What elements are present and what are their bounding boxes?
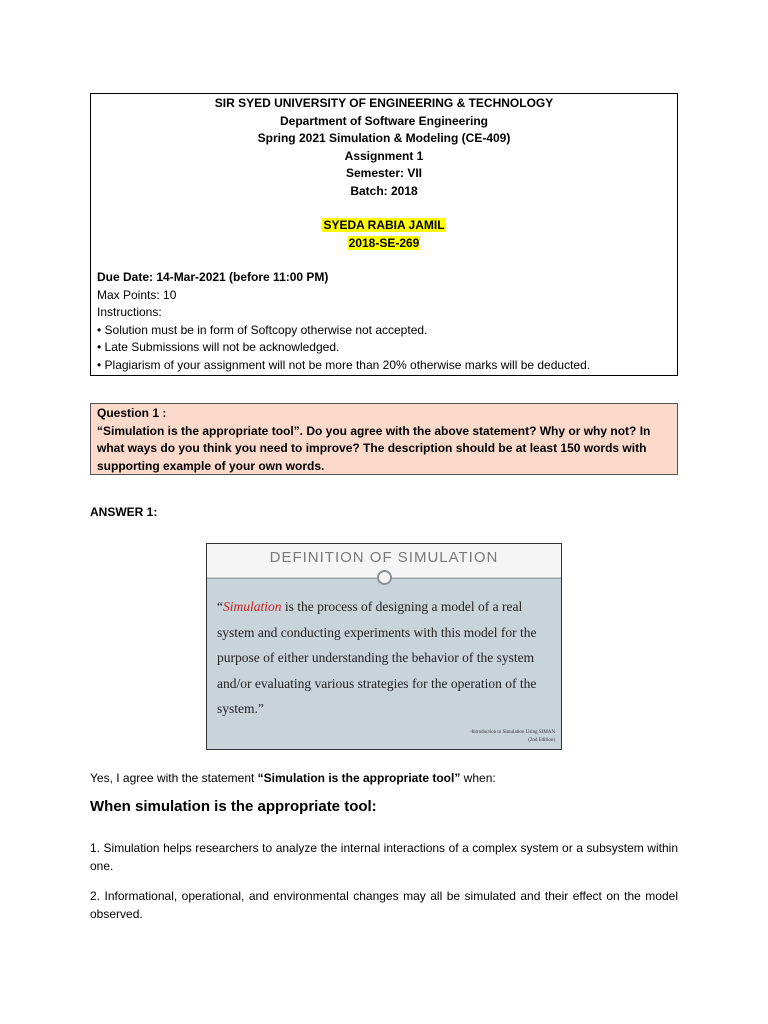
quote-body: is the process of designing a model of a real system and conducting experiments with this model for the purpose of either understanding the behavior of the system and/or evaluating various strategies for the operation of the system.” xyxy=(217,599,537,716)
agree-statement: “Simulation is the appropriate tool” xyxy=(257,771,461,785)
header-title-block xyxy=(91,94,677,252)
point-paragraph: 2. Informational, operational, and environmental changes may all be simulated and their effect on the model observed. xyxy=(90,889,678,921)
quote-term: Simulation xyxy=(223,599,282,614)
point-paragraph: 1. Simulation helps researchers to analyze the internal interactions of a complex system or a subsystem within one. xyxy=(90,841,678,873)
section-heading: When simulation is the appropriate tool: xyxy=(90,798,377,815)
instruction-item: • Solution must be in form of Softcopy otherwise not accepted. xyxy=(97,322,428,337)
circle-ornament-icon xyxy=(377,570,392,585)
slide-title: DEFINITION OF SIMULATION xyxy=(269,549,499,566)
instruction-item: • Late Submissions will not be acknowledged. xyxy=(97,340,340,354)
semester: Semester: VII xyxy=(345,166,423,180)
question-label: Question 1 : xyxy=(97,406,167,420)
slide-definition-quote xyxy=(217,594,547,722)
citation-line: (2nd Edition) xyxy=(528,738,555,743)
agree-prefix: Yes, I agree with the statement xyxy=(90,771,258,785)
instruction-item: • Plagiarism of your assignment will not be more than 20% otherwise marks will be deducted. xyxy=(97,357,591,372)
university-name: SIR SYED UNIVERSITY OF ENGINEERING & TECHNOLOGY xyxy=(214,96,554,110)
student-id: 2018-SE-269 xyxy=(348,235,420,250)
student-id-line xyxy=(91,235,677,253)
quote-open-mark: “ xyxy=(217,599,223,614)
question-text: “Simulation is the appropriate tool”. Do you agree with the above statement? Why or why not? In what ways do you think you need to improve? The description should be at least 150 words with supporting example of your own words. xyxy=(97,423,651,473)
assignment-header-box xyxy=(90,93,678,376)
batch: Batch: 2018 xyxy=(350,183,418,198)
assignment-details xyxy=(91,269,677,374)
assignment-number: Assignment 1 xyxy=(344,148,424,163)
slide-citation xyxy=(470,729,555,745)
agree-statement-paragraph xyxy=(90,770,678,788)
due-date: Due Date: 14-Mar-2021 (before 11:00 PM) xyxy=(97,270,329,284)
question-box xyxy=(90,403,678,475)
student-name-line xyxy=(91,217,677,235)
answer-heading: ANSWER 1: xyxy=(90,505,158,519)
course-title: Spring 2021 Simulation & Modeling (CE-409) xyxy=(257,131,511,145)
agree-suffix: when: xyxy=(460,771,496,785)
max-points: Max Points: 10 xyxy=(97,287,177,302)
definition-slide-image xyxy=(206,543,562,750)
department-name: Department of Software Engineering xyxy=(279,113,489,128)
citation-line: -Introduction to Simulation Using SIMAN xyxy=(469,730,555,735)
instructions-label: Instructions: xyxy=(97,305,162,319)
student-name: SYEDA RABIA JAMIL xyxy=(323,218,445,232)
